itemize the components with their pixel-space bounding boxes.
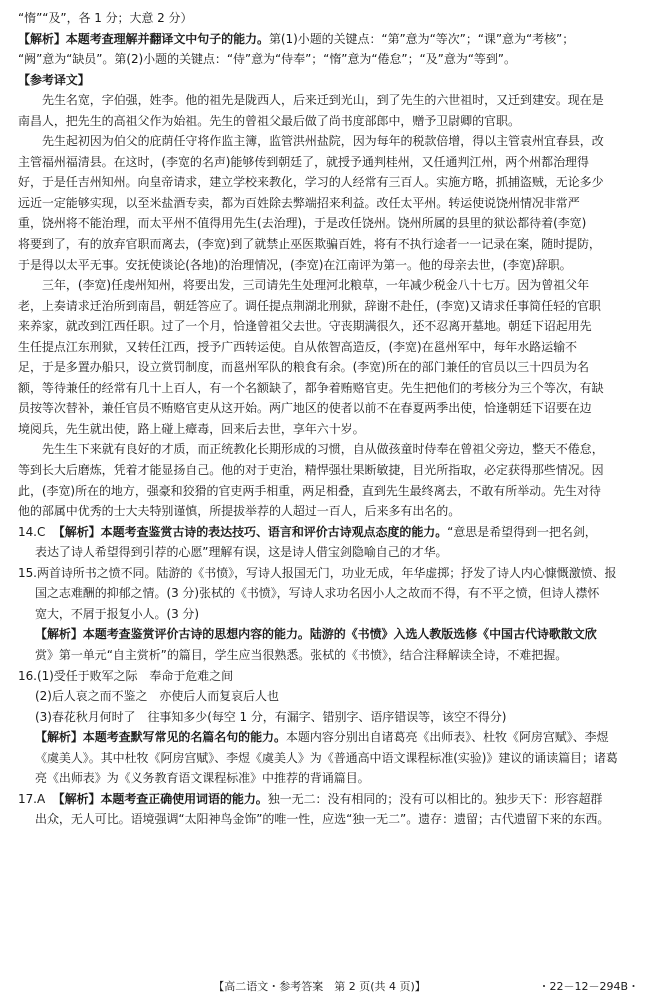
translation-line: 境阅兵，先生就出使，路上碰上瘴毒，回来后去世，享年六十岁。 (18, 421, 365, 436)
question-number: 15. (18, 565, 37, 580)
footer-page-label: 【高二语文・参考答案 第 2 页(共 4 页)】 (213, 980, 426, 993)
question-16-answer-line (18, 666, 639, 687)
translation-line: 重，饶州将不能治理，而太平州不值得用先生(去治理)，于是改任饶州。饶州所属的县里的狱讼都待着(李宽) (18, 216, 587, 231)
translation-line: 先生生下来就有良好的才质，而正统教化长期形成的习惯，自从做孩童时侍奉在曾祖父旁边，整天不倦怠， (42, 442, 604, 457)
question-14-answer-line (18, 522, 639, 543)
translation-line: 来养家，就改到江西任职。过了一个月，恰逢曾祖父去世。守丧期满很久，还不忍离开墓地。朝廷下诏起用先 (18, 319, 592, 334)
answer-choice: C (36, 524, 46, 539)
previous-answer-continuation (18, 8, 639, 70)
answer-choice: A (36, 791, 46, 806)
analysis-text: “意思是希望得到一把名剑， (447, 524, 597, 539)
reference-translation (18, 70, 639, 522)
question-17 (18, 789, 639, 830)
translation-line: 主管福州福清县。在这时，(李宽的名声)能够传到朝廷了，就授予通判桂州，又任通判江州，两个州都治理得 (18, 154, 589, 169)
translation-line: 远近一定能够实现，以至米盐酒专卖，都为百姓除去弊端招来利益。改任太平州。转运使说饶州情况非常严 (18, 195, 580, 210)
question-number: 16. (18, 668, 37, 683)
analysis-label: 【解析】本题考查鉴赏古诗的表达技巧、语言和评价古诗观点态度的能力。 (52, 524, 448, 539)
translation-line: 于是得以太平无事。安抚使谈论(各地)的治理情况，(李宽)在江南评为第一。他的母亲去世，(李宽)辞职。 (18, 257, 572, 272)
analysis-line (18, 29, 639, 50)
translation-line: 员按等次替补，兼任官员不贿赂官吏从这开始。两广地区的使者以前不在春夏两季出使，恰逢朝廷下诏要在边 (18, 401, 592, 416)
question-17-answer-line (18, 789, 639, 810)
analysis-line: 《虞美人》。其中杜牧《阿房宫赋》、李煜《虞美人》为《普通高中语文课程标准(实验)》建议的诵读篇目；诸葛 (35, 750, 618, 765)
analysis-label: 【解析】本题考查默写常见的名篇名句的能力。 (35, 730, 286, 745)
translation-line: 南昌人，把先生的高祖父作为始祖。先生的曾祖父最后做了尚书度部郎中，赠予卫尉卿的官职。 (18, 113, 520, 128)
translation-line: 他的部属中优秀的士大夫特别谨慎，所提拔举荐的人超过一百人，后来多有出名的。 (18, 504, 461, 519)
translation-line: 先生起初因为伯父的庇荫任守将作监主簿，监管洪州盐院，因为每年的税款倍增，得以主管袁州宜春县，改 (42, 134, 604, 149)
question-15 (18, 563, 639, 666)
translation-line: 先生名宽，字伯强，姓李。他的祖先是陇西人，后来迁到光山，到了先生的六世祖时，又迁到建安。现在是 (42, 93, 604, 108)
question-number: 14. (18, 524, 37, 539)
translation-line: 此，(李宽)所在的地方，强豪和狡猾的官吏两手相重，两足相叠，直到先生最终离去，不敢有所举动。先生对待 (18, 483, 601, 498)
answer-item: (2)后人哀之而不鉴之 亦使后人而复哀后人也 (35, 689, 279, 704)
question-14 (18, 522, 639, 563)
translation-heading: 【参考译文】 (18, 72, 90, 87)
footer-doc-code: ・22－12－294B・ (538, 980, 639, 993)
translation-line: 生任提点江东刑狱，又转任江西，授予广西转运使。自从侬智高造反，(李宽)在邕州军中，每年水路运输不 (18, 339, 577, 354)
analysis-text: 独一无二：没有相同的；没有可以相比的。独步天下：形容超群 (267, 791, 603, 806)
analysis-line: “阙”意为“缺员”。第(2)小题的关键点：“侍”意为“侍奉”；“惰”意为“倦怠”；“及”意为“等到”。 (18, 52, 516, 67)
scoring-note: “惰”“及”，各 1 分；大意 2 分） (18, 11, 193, 25)
answer-item: (3)春花秋月何时了 往事知多少(每空 1 分，有漏字、错别字、语序错误等，该空不得分) (35, 709, 507, 724)
answer-line: 国之志难酬的抑郁之情。(3 分)张栻的《书愤》，写诗人求功名因小人之故而不得，有不平之愤，但诗人襟怀 (35, 586, 600, 601)
translation-line: 老，上奏请求迁治所到南昌，朝廷答应了。调任提点荆湖北刑狱，辞谢不赴任，(李宽)又请求任事简任轻的官职 (18, 298, 601, 313)
answer-text: 两首诗所书之愤不同。陆游的《书愤》，写诗人报国无门，功业无成，年华虚掷；抒发了诗人内心慷慨激愤、报 (36, 565, 617, 580)
analysis-line: 表达了诗人希望得到引荐的心愿”理解有误，这是诗人借宝剑隐喻自己的才华。 (35, 545, 448, 560)
analysis-line: 赏》第一单元“自主赏析”的篇目，学生应当很熟悉。张栻的《书愤》，结合注释解读全诗，不难把握。 (35, 647, 568, 662)
analysis-line: 亮《出师表》为《义务教育语文课程标准》中推荐的背诵篇目。 (35, 771, 370, 786)
translation-line: 三年，(李宽)任虔州知州，将要出发，三司请先生处理河北粮草，一年减少税金八十七万。因为曾祖父年 (42, 278, 590, 293)
analysis-line: 出众，无人可比。语境强调“太阳神鸟金饰”的唯一性，应选“独一无二”。遗存：遗留；古代遗留下来的东西。 (35, 812, 610, 827)
analysis-text: 本题内容分别出自诸葛亮《出师表》、杜牧《阿房宫赋》、李煜 (285, 730, 609, 745)
analysis-line (18, 727, 639, 748)
translation-line: 额，等待兼任的经常有几十上百人，有一个名额缺了，都争着贿赂官吏。先生把他们的考核分为三个等次，有缺 (18, 380, 604, 395)
analysis-label: 【解析】本题考查正确使用词语的能力。 (52, 791, 268, 806)
question-15-answer-line (18, 563, 639, 584)
translation-line: 好，于是任吉州知州。向皇帝请求，建立学校来教化，学习的人经常有三百人。实施方略，抓捕盗贼，无论多少 (18, 175, 604, 190)
question-16 (18, 666, 639, 789)
analysis-line: 【解析】本题考查鉴赏评价古诗的思想内容的能力。陆游的《书愤》入选人教版选修《中国古代诗歌散文欣 (35, 627, 597, 642)
translation-line: 将要到了，有的放弃官职而离去，(李宽)到了就禁止巫医欺骗百姓，将有不执行途者一一记录在案，随时提防， (18, 237, 601, 252)
analysis-label: 【解析】本题考查理解并翻译文中句子的能力。 (18, 31, 269, 46)
question-number: 17. (18, 791, 37, 806)
analysis-text: 第(1)小题的关键点：“第”意为“等次”；“课”意为“考核”； (268, 31, 575, 46)
answer-line: 宽大，不屑于报复小人。(3 分) (35, 606, 200, 621)
translation-line: 足，于是多置办船只，设立赏罚制度，而邕州军队的粮食有余。(李宽)所在的部门兼任的官员以三十四员为名 (18, 360, 589, 375)
translation-line: 等到长大后磨炼，凭着才能显扬自己。他的对于吏治，精悍强壮果断敏捷，目光所指取，必定获得那些情况。因 (18, 463, 604, 478)
answer-item: (1)受任于败军之际 奉命于危难之间 (36, 668, 234, 683)
